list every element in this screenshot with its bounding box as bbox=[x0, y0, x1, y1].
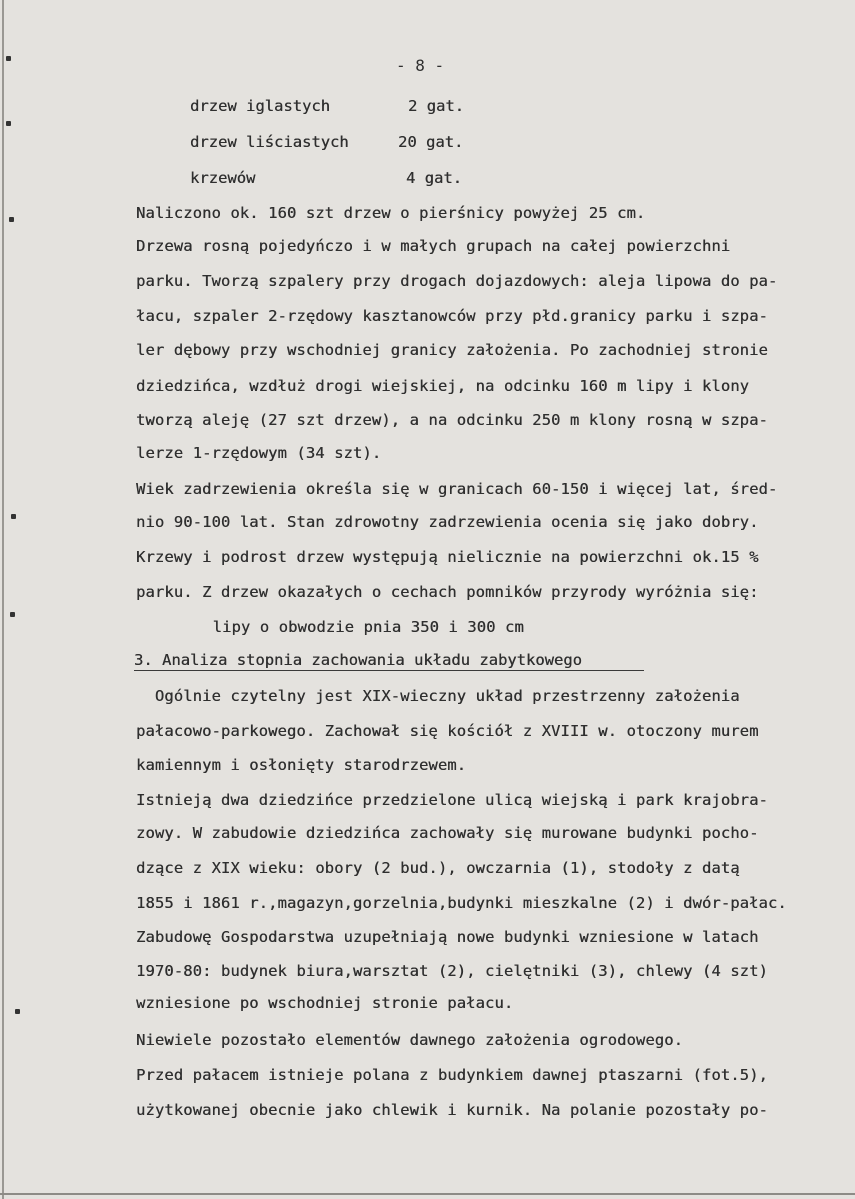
text-line: pałacowo-parkowego. Zachował się kościół z XVIII w. otoczony murem bbox=[136, 722, 759, 740]
text-line: Niewiele pozostało elementów dawnego założenia ogrodowego. bbox=[136, 1031, 684, 1049]
text-line: 1855 i 1861 r.,magazyn,gorzelnia,budynki mieszkalne (2) i dwór-pałac. bbox=[136, 894, 787, 912]
text-line: tworzą aleję (27 szt drzew), a na odcinku 250 m klony rosną w szpa- bbox=[136, 411, 768, 429]
margin-mark bbox=[11, 514, 16, 519]
text-line: Naliczono ok. 160 szt drzew o pierśnicy powyżej 25 cm. bbox=[136, 204, 646, 222]
margin-mark bbox=[9, 217, 14, 222]
text-line: parku. Tworzą szpalery przy drogach dojazdowych: aleja lipowa do pa- bbox=[136, 272, 778, 290]
species-label: drzew iglastych bbox=[190, 97, 330, 115]
text-line: wzniesione po wschodniej stronie pałacu. bbox=[136, 994, 514, 1012]
margin-mark bbox=[10, 612, 15, 617]
text-line: kamiennym i osłonięty starodrzewem. bbox=[136, 756, 467, 774]
text-line: dziedzińca, wzdłuż drogi wiejskiej, na odcinku 160 m lipy i klony bbox=[136, 377, 750, 395]
species-value: 2 gat. bbox=[408, 97, 464, 115]
text-line: parku. Z drzew okazałych o cechach pomników przyrody wyróżnia się: bbox=[136, 583, 759, 601]
text-line: Krzewy i podrost drzew występują nielicznie na powierzchni ok.15 % bbox=[136, 548, 759, 566]
text-line: Istnieją dwa dziedzińce przedzielone ulicą wiejską i park krajobra- bbox=[136, 791, 768, 809]
section-heading: 3. Analiza stopnia zachowania układu zabytkowego bbox=[134, 651, 582, 669]
page-number: - 8 - bbox=[396, 56, 445, 75]
text-line: zowy. W zabudowie dziedzińca zachowały się murowane budynki pocho- bbox=[136, 824, 759, 842]
text-line: Przed pałacem istnieje polana z budynkiem dawnej ptaszarni (fot.5), bbox=[136, 1066, 768, 1084]
margin-mark bbox=[6, 121, 11, 126]
text-line: lerze 1-rzędowym (34 szt). bbox=[136, 444, 382, 462]
text-line: łacu, szpaler 2-rzędowy kasztanowców przy płd.granicy parku i szpa- bbox=[136, 307, 768, 325]
species-value: 4 gat. bbox=[406, 169, 462, 187]
text-line: Drzewa rosną pojedyńczo i w małych grupach na całej powierzchni bbox=[136, 237, 731, 255]
text-line: nio 90-100 lat. Stan zdrowotny zadrzewienia ocenia się jako dobry. bbox=[136, 513, 759, 531]
text-line: użytkowanej obecnie jako chlewik i kurnik. Na polanie pozostały po- bbox=[136, 1101, 768, 1119]
text-line: 1970-80: budynek biura,warsztat (2), cielętniki (3), chlewy (4 szt) bbox=[136, 962, 768, 980]
text-line: dzące z XIX wieku: obory (2 bud.), owczarnia (1), stodoły z datą bbox=[136, 859, 740, 877]
margin-mark bbox=[6, 56, 11, 61]
species-label: drzew liściastych bbox=[190, 133, 349, 151]
species-label: krzewów bbox=[190, 169, 256, 187]
text-line: lipy o obwodzie pnia 350 i 300 cm bbox=[156, 618, 524, 636]
margin-mark bbox=[15, 1009, 20, 1014]
text-line: Wiek zadrzewienia określa się w granicach 60-150 i więcej lat, śred- bbox=[136, 480, 778, 498]
page-edge-line bbox=[2, 0, 4, 1199]
text-line: ler dębowy przy wschodniej granicy założenia. Po zachodniej stronie bbox=[136, 341, 768, 359]
species-value: 20 gat. bbox=[398, 133, 464, 151]
page-bottom-line bbox=[0, 1193, 855, 1195]
heading-underline bbox=[134, 670, 644, 671]
text-line: Zabudowę Gospodarstwa uzupełniają nowe budynki wzniesione w latach bbox=[136, 928, 759, 946]
text-line: Ogólnie czytelny jest XIX-wieczny układ przestrzenny założenia bbox=[136, 687, 740, 705]
